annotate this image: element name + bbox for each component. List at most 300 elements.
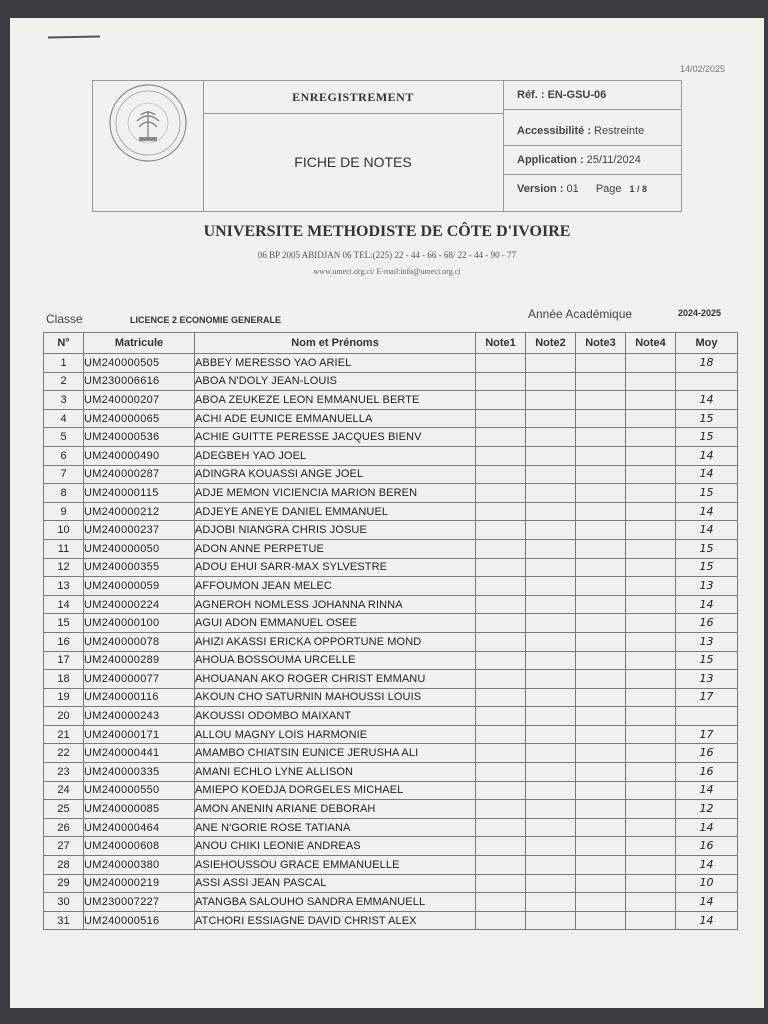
row-number: 3 xyxy=(44,391,84,410)
note4-cell xyxy=(626,651,676,670)
note2-cell xyxy=(526,911,576,930)
row-number: 25 xyxy=(44,800,84,819)
name-cell: ADJOBI NIANGRA CHRIS JOSUE xyxy=(195,521,476,540)
note4-cell xyxy=(626,800,676,819)
table-row xyxy=(44,893,738,912)
note3-cell xyxy=(576,707,626,726)
name-cell: ACHIE GUITTE PERESSE JACQUES BIENV xyxy=(195,428,476,447)
moyenne-cell: 16 xyxy=(676,763,738,782)
meta-access: Accessibilité : Restreinte xyxy=(503,117,681,146)
name-cell: ASIEHOUSSOU GRACE EMMANUELLE xyxy=(195,856,476,875)
matricule-cell: UM240000335 xyxy=(84,763,195,782)
matricule-cell: UM240000050 xyxy=(84,539,195,558)
table-row xyxy=(44,484,738,503)
column-header: Note4 xyxy=(626,333,676,354)
note4-cell xyxy=(626,688,676,707)
note1-cell xyxy=(476,465,526,484)
moyenne-cell: 14 xyxy=(676,465,738,484)
note4-cell xyxy=(626,763,676,782)
note1-cell xyxy=(476,614,526,633)
note1-cell xyxy=(476,484,526,503)
note2-cell xyxy=(526,484,576,503)
moyenne-cell: 16 xyxy=(676,744,738,763)
table-row xyxy=(44,744,738,763)
column-header: Note1 xyxy=(476,333,526,354)
row-number: 26 xyxy=(44,818,84,837)
moyenne-cell: 14 xyxy=(676,893,738,912)
moyenne-cell: 10 xyxy=(676,874,738,893)
matricule-cell: UM240000608 xyxy=(84,837,195,856)
note2-cell xyxy=(526,428,576,447)
note3-cell xyxy=(576,577,626,596)
table-row xyxy=(44,446,738,465)
matricule-cell: UM240000085 xyxy=(84,800,195,819)
note4-cell xyxy=(626,837,676,856)
row-number: 10 xyxy=(44,521,84,540)
row-number: 15 xyxy=(44,614,84,633)
moyenne-cell: 15 xyxy=(676,651,738,670)
note4-cell xyxy=(626,911,676,930)
note3-cell xyxy=(576,856,626,875)
note1-cell xyxy=(476,744,526,763)
column-header: Note2 xyxy=(526,333,576,354)
table-row xyxy=(44,800,738,819)
matricule-cell: UM230006616 xyxy=(84,372,195,391)
note3-cell xyxy=(576,725,626,744)
table-row xyxy=(44,558,738,577)
note2-cell xyxy=(526,893,576,912)
note1-cell xyxy=(476,856,526,875)
name-cell: AHIZI AKASSI ERICKA OPPORTUNE MOND xyxy=(195,632,476,651)
row-number: 27 xyxy=(44,837,84,856)
moyenne-cell: 14 xyxy=(676,856,738,875)
note1-cell xyxy=(476,800,526,819)
note1-cell xyxy=(476,354,526,373)
document-page xyxy=(10,18,764,1008)
note3-cell xyxy=(576,781,626,800)
moyenne-cell: 17 xyxy=(676,725,738,744)
row-number: 29 xyxy=(44,874,84,893)
name-cell: ANOU CHIKI LEONIE ANDREAS xyxy=(195,837,476,856)
note4-cell xyxy=(626,856,676,875)
note1-cell xyxy=(476,688,526,707)
note2-cell xyxy=(526,446,576,465)
note3-cell xyxy=(576,651,626,670)
note3-cell xyxy=(576,893,626,912)
note2-cell xyxy=(526,688,576,707)
note3-cell xyxy=(576,670,626,689)
matricule-cell: UM240000536 xyxy=(84,428,195,447)
note2-cell xyxy=(526,409,576,428)
classe-value: LICENCE 2 ECONOMIE GENERALE xyxy=(130,315,282,325)
note1-cell xyxy=(476,372,526,391)
note2-cell xyxy=(526,614,576,633)
note3-cell xyxy=(576,763,626,782)
row-number: 31 xyxy=(44,911,84,930)
note3-cell xyxy=(576,874,626,893)
note2-cell xyxy=(526,800,576,819)
matricule-cell: UM240000355 xyxy=(84,558,195,577)
note2-cell xyxy=(526,391,576,410)
row-number: 16 xyxy=(44,632,84,651)
matricule-cell: UM240000059 xyxy=(84,577,195,596)
matricule-cell: UM240000289 xyxy=(84,651,195,670)
note2-cell xyxy=(526,837,576,856)
table-row xyxy=(44,670,738,689)
matricule-cell: UM240000516 xyxy=(84,911,195,930)
table-row xyxy=(44,651,738,670)
note2-cell xyxy=(526,856,576,875)
moyenne-cell: 16 xyxy=(676,837,738,856)
table-row xyxy=(44,428,738,447)
document-header xyxy=(92,80,682,212)
note1-cell xyxy=(476,763,526,782)
note1-cell xyxy=(476,651,526,670)
note4-cell xyxy=(626,577,676,596)
name-cell: AFFOUMON JEAN MELEC xyxy=(195,577,476,596)
name-cell: AHOUANAN AKO ROGER CHRIST EMMANU xyxy=(195,670,476,689)
name-cell: ADINGRA KOUASSI ANGE JOEL xyxy=(195,465,476,484)
note2-cell xyxy=(526,595,576,614)
moyenne-cell: 14 xyxy=(676,818,738,837)
note3-cell xyxy=(576,521,626,540)
row-number: 28 xyxy=(44,856,84,875)
name-cell: AMANI ECHLO LYNE ALLISON xyxy=(195,763,476,782)
print-date: 14/02/2025 xyxy=(680,64,726,74)
name-cell: ATANGBA SALOUHO SANDRA EMMANUELL xyxy=(195,893,476,912)
name-cell: ABBEY MERESSO YAO ARIEL xyxy=(195,354,476,373)
note2-cell xyxy=(526,874,576,893)
note4-cell xyxy=(626,818,676,837)
table-row xyxy=(44,763,738,782)
moyenne-cell: 14 xyxy=(676,502,738,521)
table-row xyxy=(44,911,738,930)
matricule-cell: UM240000171 xyxy=(84,725,195,744)
row-number: 19 xyxy=(44,688,84,707)
table-row xyxy=(44,354,738,373)
table-row xyxy=(44,688,738,707)
note2-cell xyxy=(526,632,576,651)
note3-cell xyxy=(576,409,626,428)
note3-cell xyxy=(576,484,626,503)
note3-cell xyxy=(576,428,626,447)
pen-mark xyxy=(48,36,100,39)
document-title: FICHE DE NOTES xyxy=(294,154,412,170)
matricule-cell: UM240000219 xyxy=(84,874,195,893)
note4-cell xyxy=(626,595,676,614)
note1-cell xyxy=(476,577,526,596)
note4-cell xyxy=(626,372,676,391)
note4-cell xyxy=(626,521,676,540)
matricule-cell: UM240000224 xyxy=(84,595,195,614)
note2-cell xyxy=(526,372,576,391)
column-header: Moy xyxy=(676,333,738,354)
moyenne-cell: 17 xyxy=(676,688,738,707)
row-number: 17 xyxy=(44,651,84,670)
note2-cell xyxy=(526,744,576,763)
note3-cell xyxy=(576,558,626,577)
table-row xyxy=(44,372,738,391)
table-row xyxy=(44,539,738,558)
row-number: 12 xyxy=(44,558,84,577)
moyenne-cell: 15 xyxy=(676,558,738,577)
note4-cell xyxy=(626,558,676,577)
moyenne-cell: 14 xyxy=(676,595,738,614)
university-web: www.umeci.org.ci/ E-mail:info@umeci.org.ci xyxy=(313,267,461,276)
table-row xyxy=(44,632,738,651)
meta-version: Version : 01 Page 1 / 8 xyxy=(517,183,648,195)
note3-cell xyxy=(576,744,626,763)
table-row xyxy=(44,856,738,875)
name-cell: AGUI ADON EMMANUEL OSEE xyxy=(195,614,476,633)
note3-cell xyxy=(576,372,626,391)
moyenne-cell: 15 xyxy=(676,409,738,428)
row-number: 1 xyxy=(44,354,84,373)
table-row xyxy=(44,614,738,633)
note3-cell xyxy=(576,632,626,651)
note1-cell xyxy=(476,670,526,689)
column-header: Matricule xyxy=(84,333,195,354)
note2-cell xyxy=(526,502,576,521)
note1-cell xyxy=(476,874,526,893)
document-meta xyxy=(503,81,681,211)
name-cell: ADON ANNE PERPETUE xyxy=(195,539,476,558)
moyenne-cell: 13 xyxy=(676,670,738,689)
note4-cell xyxy=(626,781,676,800)
matricule-cell: UM240000441 xyxy=(84,744,195,763)
name-cell: AGNEROH NOMLESS JOHANNA RINNA xyxy=(195,595,476,614)
note1-cell xyxy=(476,595,526,614)
table-row xyxy=(44,465,738,484)
moyenne-cell: 15 xyxy=(676,484,738,503)
row-number: 11 xyxy=(44,539,84,558)
note1-cell xyxy=(476,446,526,465)
note4-cell xyxy=(626,874,676,893)
moyenne-cell: 12 xyxy=(676,800,738,819)
note4-cell xyxy=(626,465,676,484)
note1-cell xyxy=(476,725,526,744)
name-cell: AMAMBO CHIATSIN EUNICE JERUSHA ALI xyxy=(195,744,476,763)
moyenne-cell: 13 xyxy=(676,577,738,596)
moyenne-cell: 14 xyxy=(676,391,738,410)
note4-cell xyxy=(626,670,676,689)
name-cell: ALLOU MAGNY LOIS HARMONIE xyxy=(195,725,476,744)
note4-cell xyxy=(626,502,676,521)
moyenne-cell xyxy=(676,707,738,726)
column-header: N° xyxy=(44,333,84,354)
table-header-row xyxy=(44,333,738,354)
table-row xyxy=(44,818,738,837)
note4-cell xyxy=(626,391,676,410)
moyenne-cell: 18 xyxy=(676,354,738,373)
note1-cell xyxy=(476,837,526,856)
note3-cell xyxy=(576,800,626,819)
annee-value: 2024-2025 xyxy=(678,308,722,318)
name-cell: ABOA ZEUKEZE LEON EMMANUEL BERTE xyxy=(195,391,476,410)
note4-cell xyxy=(626,539,676,558)
row-number: 14 xyxy=(44,595,84,614)
matricule-cell: UM240000550 xyxy=(84,781,195,800)
grades-table xyxy=(43,332,738,930)
note2-cell xyxy=(526,725,576,744)
name-cell: ANE N'GORIE ROSE TATIANA xyxy=(195,818,476,837)
table-row xyxy=(44,725,738,744)
note4-cell xyxy=(626,744,676,763)
matricule-cell: UM240000237 xyxy=(84,521,195,540)
row-number: 7 xyxy=(44,465,84,484)
note2-cell xyxy=(526,818,576,837)
meta-ref: Réf. : EN-GSU-06 xyxy=(503,81,681,110)
note1-cell xyxy=(476,409,526,428)
moyenne-cell: 14 xyxy=(676,781,738,800)
note4-cell xyxy=(626,484,676,503)
name-cell: AHOUA BOSSOUMA URCELLE xyxy=(195,651,476,670)
matricule-cell: UM240000464 xyxy=(84,818,195,837)
row-number: 9 xyxy=(44,502,84,521)
note1-cell xyxy=(476,707,526,726)
note3-cell xyxy=(576,539,626,558)
note3-cell xyxy=(576,911,626,930)
note2-cell xyxy=(526,354,576,373)
row-number: 24 xyxy=(44,781,84,800)
note1-cell xyxy=(476,781,526,800)
moyenne-cell: 13 xyxy=(676,632,738,651)
note2-cell xyxy=(526,781,576,800)
note3-cell xyxy=(576,502,626,521)
note3-cell xyxy=(576,391,626,410)
matricule-cell: UM240000065 xyxy=(84,409,195,428)
table-row xyxy=(44,595,738,614)
row-number: 6 xyxy=(44,446,84,465)
note3-cell xyxy=(576,446,626,465)
moyenne-cell xyxy=(676,372,738,391)
name-cell: ADJEYE ANEYE DANIEL EMMANUEL xyxy=(195,502,476,521)
moyenne-cell: 14 xyxy=(676,911,738,930)
note2-cell xyxy=(526,539,576,558)
matricule-cell: UM240000115 xyxy=(84,484,195,503)
row-number: 18 xyxy=(44,670,84,689)
matricule-cell: UM240000490 xyxy=(84,446,195,465)
note2-cell xyxy=(526,577,576,596)
matricule-cell: UM240000077 xyxy=(84,670,195,689)
matricule-cell: UM240000078 xyxy=(84,632,195,651)
moyenne-cell: 14 xyxy=(676,521,738,540)
name-cell: ATCHORI ESSIAGNE DAVID CHRIST ALEX xyxy=(195,911,476,930)
note2-cell xyxy=(526,651,576,670)
note1-cell xyxy=(476,391,526,410)
name-cell: AMIEPO KOEDJA DORGELES MICHAEL xyxy=(195,781,476,800)
note1-cell xyxy=(476,893,526,912)
name-cell: ACHI ADE EUNICE EMMANUELLA xyxy=(195,409,476,428)
document-title-block xyxy=(203,81,504,211)
note2-cell xyxy=(526,670,576,689)
column-header: Note3 xyxy=(576,333,626,354)
table-row xyxy=(44,502,738,521)
row-number: 13 xyxy=(44,577,84,596)
matricule-cell: UM240000212 xyxy=(84,502,195,521)
meta-application: Application : 25/11/2024 xyxy=(503,146,681,175)
row-number: 2 xyxy=(44,372,84,391)
note3-cell xyxy=(576,818,626,837)
matricule-cell: UM240000243 xyxy=(84,707,195,726)
row-number: 21 xyxy=(44,725,84,744)
name-cell: AKOUN CHO SATURNIN MAHOUSSI LOUIS xyxy=(195,688,476,707)
name-cell: AKOUSSI ODOMBO MAIXANT xyxy=(195,707,476,726)
note1-cell xyxy=(476,632,526,651)
note1-cell xyxy=(476,521,526,540)
note1-cell xyxy=(476,558,526,577)
note2-cell xyxy=(526,707,576,726)
note4-cell xyxy=(626,446,676,465)
name-cell: AMON ANENIN ARIANE DEBORAH xyxy=(195,800,476,819)
note3-cell xyxy=(576,614,626,633)
moyenne-cell: 14 xyxy=(676,446,738,465)
moyenne-cell: 15 xyxy=(676,539,738,558)
row-number: 8 xyxy=(44,484,84,503)
note4-cell xyxy=(626,707,676,726)
note4-cell xyxy=(626,409,676,428)
note4-cell xyxy=(626,893,676,912)
row-number: 4 xyxy=(44,409,84,428)
name-cell: ADEGBEH YAO JOEL xyxy=(195,446,476,465)
name-cell: ADJE MEMON VICIENCIA MARION BEREN xyxy=(195,484,476,503)
name-cell: ADOU EHUI SARR-MAX SYLVESTRE xyxy=(195,558,476,577)
note4-cell xyxy=(626,354,676,373)
note3-cell xyxy=(576,465,626,484)
note1-cell xyxy=(476,428,526,447)
row-number: 30 xyxy=(44,893,84,912)
moyenne-cell: 16 xyxy=(676,614,738,633)
note3-cell xyxy=(576,688,626,707)
university-address: 06 BP 2005 ABIDJAN 06 TEL:(225) 22 - 44 - 66 - 68/ 22 - 44 - 90 - 77 xyxy=(257,250,517,260)
table-row xyxy=(44,837,738,856)
table-row xyxy=(44,874,738,893)
matricule-cell: UM230007227 xyxy=(84,893,195,912)
note4-cell xyxy=(626,725,676,744)
note2-cell xyxy=(526,763,576,782)
table-row xyxy=(44,409,738,428)
note2-cell xyxy=(526,465,576,484)
note4-cell xyxy=(626,614,676,633)
table-row xyxy=(44,781,738,800)
row-number: 20 xyxy=(44,707,84,726)
annee-label: Année Académique xyxy=(528,307,633,321)
note1-cell xyxy=(476,911,526,930)
classe-label: Classe xyxy=(46,312,83,326)
note2-cell xyxy=(526,558,576,577)
note4-cell xyxy=(626,632,676,651)
matricule-cell: UM240000116 xyxy=(84,688,195,707)
matricule-cell: UM240000287 xyxy=(84,465,195,484)
row-number: 5 xyxy=(44,428,84,447)
document-type: ENREGISTREMENT xyxy=(203,81,503,114)
table-row xyxy=(44,577,738,596)
table-row xyxy=(44,391,738,410)
note1-cell xyxy=(476,818,526,837)
row-number: 23 xyxy=(44,763,84,782)
note1-cell xyxy=(476,502,526,521)
note3-cell xyxy=(576,837,626,856)
matricule-cell: UM240000207 xyxy=(84,391,195,410)
note2-cell xyxy=(526,521,576,540)
table-row xyxy=(44,521,738,540)
name-cell: ASSI ASSI JEAN PASCAL xyxy=(195,874,476,893)
table-row xyxy=(44,707,738,726)
row-number: 22 xyxy=(44,744,84,763)
column-header: Nom et Prénoms xyxy=(195,333,476,354)
matricule-cell: UM240000505 xyxy=(84,354,195,373)
note3-cell xyxy=(576,595,626,614)
